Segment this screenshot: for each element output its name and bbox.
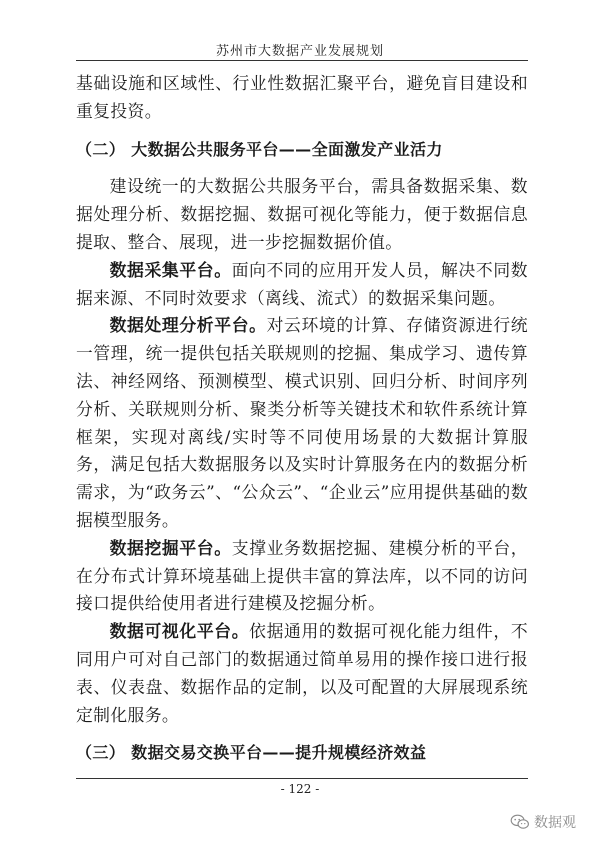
paragraph-intro: 建设统一的大数据公共服务平台，需具备数据采集、数据处理分析、数据挖掘、数据可视化等能力，便于数据信息提取、整合、展现，进一步挖掘数据价值。 — [76, 176, 528, 252]
paragraph-data-collection — [76, 257, 528, 313]
paragraph-data-visualization — [76, 618, 528, 729]
page-header-title: 苏州市大数据产业发展规划 — [215, 44, 384, 59]
footer-rule — [76, 778, 528, 779]
header-rule — [76, 60, 528, 61]
term-data-collection: 数据采集平台。 — [109, 259, 232, 280]
body-data-collection: 面向不同的应用开发人员，解决不同数据来源、不同时效要求（离线、流式）的数据采集问题。 — [76, 259, 528, 308]
watermark — [510, 812, 576, 832]
wechat-icon — [510, 814, 530, 830]
paragraph-continued: 基础设施和区域性、行业性数据汇聚平台，避免盲目建设和重复投资。 — [76, 73, 528, 121]
section-heading-2: （二） 大数据公共服务平台——全面激发产业活力 — [76, 139, 443, 159]
term-data-mining: 数据挖掘平台。 — [109, 537, 232, 558]
watermark-text: 数据观 — [534, 815, 576, 831]
document-body — [76, 70, 528, 777]
body-data-processing: 对云环境的计算、存储资源进行统一管理，统一提供包括关联规则的挖掘、集成学习、遗传算法、神经网络、预测模型、模式识别、回归分析、时间序列分析、关联规则分析、聚类分析等关键技术和软件系统计算框架，实现对离线/实时等不同使用场景的大数据计算服务，满足包括大数据服务以及实时计算服务在内的数据分析需求，为“政务云”、“公众云”、“企业云”应用提供基础的数据模型服务。 — [76, 315, 528, 530]
term-data-processing: 数据处理分析平台。 — [109, 315, 267, 336]
body-data-visualization: 依据通用的数据可视化能力组件，不同用户可对自己部门的数据通过简单易用的操作接口进行报表、仪表盘、数据作品的定制，以及可配置的大屏展现系统定制化服务。 — [76, 621, 529, 725]
page-number: - 122 - — [280, 782, 320, 796]
paragraph-data-processing — [76, 312, 528, 534]
body-data-mining: 支撑业务数据挖掘、建模分析的平台，在分布式计算环境基础上提供丰富的算法库，以不同的访问接口提供给使用者进行建模及挖掘分析。 — [76, 537, 528, 614]
term-data-visualization: 数据可视化平台。 — [109, 621, 250, 642]
paragraph-data-mining — [76, 535, 528, 618]
section-heading-3: （三） 数据交易交换平台——提升规模经济效益 — [76, 743, 427, 763]
